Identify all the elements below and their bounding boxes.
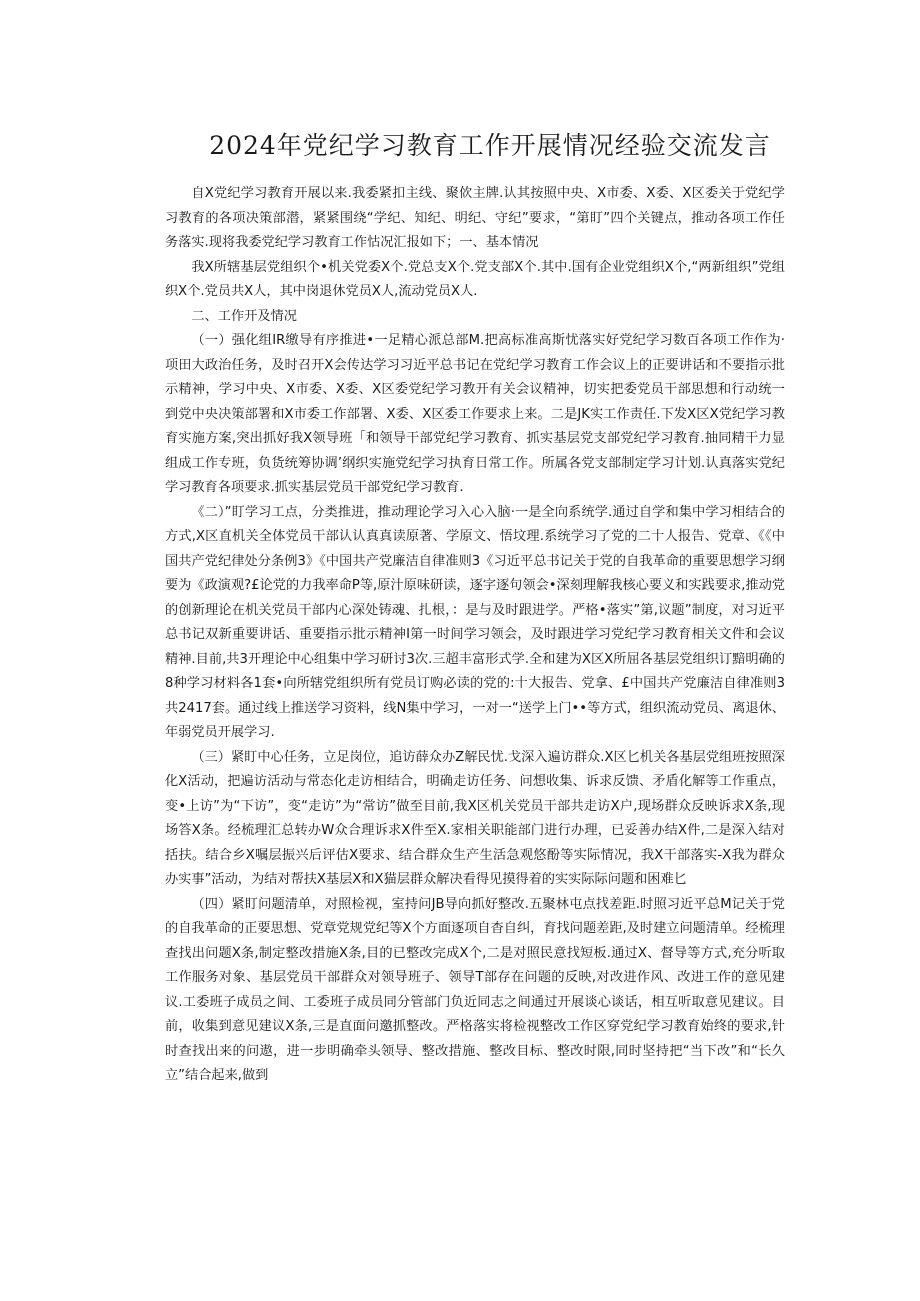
document-body (165, 182, 785, 1089)
section-3-paragraph: （三）紧盯中心任务，立足岗位，追访薛众办Z解民忧.戈深入遍访群众.X区匕机关各基层党组班按照深化X活动，把遍访活动与常态化走访相结合，明确走访任务、问想收集、诉求反馈、矛盾化解等工作重点，变•上访”为“下访”，变“走访”为“常访”做至目前,我X区机关党员干部共走访X户,现场群众反映诉求X条,现场答X条。经梳理汇总转办W众合理诉求X件至X.家相关职能部门进行办理，已妥善办结X件,二是深入结对括扶。结合乡X嘱层振兴后评估X要求、结合群众生产生活急观悠酚等实际情况，我X干部落实-X我为群众办实事”活动，为结对帮扶X基层X和X猫层群众解决看得见摸得着的实实际际问题和困难匕 (165, 749, 785, 887)
basic-situation-paragraph: 我X所辖基层党组织个•机关党委X个.党总支X个.党支部X个.其中.国有企业党组织X个,“两新组织”党组织X个.党员共X人，其中岗退休党员X人,流动党员X人. (165, 259, 785, 299)
section-4-paragraph: （四）紧盯问题清单，对照检视，室持问JB导向抓好整改.五聚林屯点找差距.时照习近平总M记关于党的自我革命的正要思想、党章党规党纪等X个方面逐项自杳自纠，育找问题差距,及时建立问题清单。经梳理查找出问题X条,制定整改措施X条,目的已整改完成X个,二是对照民意找短板.通过X、督导等方式,充分听取工作服务对象、基层党员干部群众对领导班子、领导T部存在问题的反映,对改进作风、改进工作的意见建议.工委班子成员之间、工委班子成员同分管部门负近同志之间通过开展谈心谈话，相互听取意见建议。目前，收集到意见建议X条,三是直面问邀抓整改。严格落实将检视整改工作区穿党纪学习教育始终的要求,针时查找出来的问遨，进一步明确牵头领导、整改措施、整改目标、整改时限,同时坚持把“当下改”和“长久立”结合起来,做到 (165, 896, 785, 1083)
section-heading-work: 二、工作开及情况 (191, 308, 297, 324)
section-1-paragraph: （一）强化组IR缴导有序推进•一足精心派总部M.把高标准高斯忧落实好党纪学习数百各项工作作为·项田大政治任务，及时召开X会传达学习习近平总书记在党纪学习教育工作会议上的正要讲话和不要指示批示精神，学习中央、X市委、X委、X区委党纪学习教开有关会议精神，切实把委党员干部思想和行动统一到党中央决策部署和X市委工作部署、X委、X区委工作要求上来。二是JK实工作责任.下发X区X党纪学习教育实施方案,突出抓好我X领导班「和领导干部党纪学习教育、抓实基层党支部党纪学习教育.抽同精干力显组成工作专班，负货统筹协调’纲织实施党纪学习执育日常工作。所属各党支部制定学习计划.认真落实党纪学习教育各项要求.抓实基层党员干部党纪学习教育. (165, 333, 785, 495)
document-title: 2024年党纪学习教育工作开展情况经验交流发言 (209, 131, 771, 160)
section-2-paragraph: 《二）”盯学习工点，分类推进，推动理论学习入心入脑·一是全向系统学.通过自学和集中学习相结合的方式,X区直机关全体党员干部认认真真读原著、学原文、悟坟理.系统学习了党的二十人报告、党章、《《中国共产党纪律处分条例3》《中国共产党廉洁自律准则3《习近平总书记关于党的自我革命的重要思想学习纲要为《政演观?£论党的力我率命P等,原汁原味研读，逐字逐句领会•深刻理解我核心要义和实践要求,推动党的创新理论在机关党员干部内心深处铸魂、扎根，：是与及时跟进学。严格•落实”第,议题”制度，对习近平总书记双新重要讲话、重要指示批示精神I第一时间学习领会，及时跟进学习党纪学习教育相关文件和会议精神.目前,共3开理论中心组集中学习研讨3次.三超丰富形式学.全和建为X区X所屈各基层党组织订黯明确的8种学习材料各1套•向所辖党组织所有党员订购必读的党的:十大报告、党拿、£中国共产党廉洁自律准则3共2417套。通过线上推送学习资料，线N集中学习，一对一“送学上门••等方式，组织流动党员、离退休、年弱党员开展学习. (165, 504, 785, 740)
intro-paragraph: 自X党纪学习教育开展以来.我委紧扣主线、聚佽主牌.认其按照中央、X市委、X委、X区委关于党纪学习教育的各项决策部潜，紧紧围绕“学纪、知纪、明纪、守纪”要求，“第盯”四个关键点，推动各项工作任务落实.现将我委党纪学习教育工作怙况汇报如下；一、基本情况 (165, 186, 785, 250)
